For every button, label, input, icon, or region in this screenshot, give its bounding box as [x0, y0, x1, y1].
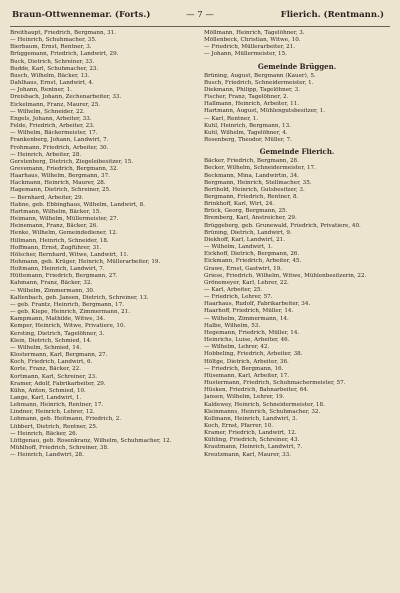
directory-entry: Möllmann, Heinrich, Tagelöhner, 3.	[204, 30, 305, 36]
directory-entry: Henke, Wilhelm, Gemeindediener, 12.	[10, 230, 118, 237]
directory-entry: Haarhaus, Rudolf, Fabrikarbeiter, 34.	[204, 301, 311, 308]
directory-entry: — geb. Kiepe, Heinrich, Zimmermann, 21.	[10, 309, 131, 316]
directory-entry: Berthold, Heinrich, Gutsbesitzer, 3.	[204, 186, 305, 193]
directory-entry: Eickelmann, Franz, Maurer, 25.	[10, 101, 101, 108]
directory-entry: Korte, Franz, Bäcker, 22.	[10, 366, 81, 373]
directory-entry: Eickmann, Friedrich, Arbeiter, 45.	[204, 258, 302, 265]
directory-entry: Heinemann, Franz, Bäcker, 26.	[10, 223, 99, 230]
directory-entry: Hüsemann, Karl, Arbeiter, 17.	[204, 372, 290, 379]
directory-entry: Brüning, August, Bergmann (Kauer), 5.	[204, 72, 316, 79]
directory-entry: Griese, Friedrich, Wilhelm, Witwe, Mühlenbesitzerin, 22.	[204, 272, 367, 279]
directory-entry: Krautmann, Heinrich, Landwirt, 7.	[204, 444, 303, 451]
directory-entry: Koch, Ernst, Pfarrer, 10.	[204, 422, 274, 429]
directory-entry: Lübbert, Dietrich, Rentner, 25.	[10, 423, 98, 430]
directory-entry: Kemper, Heinrich, Witwe, Privatiere, 10.	[10, 323, 126, 330]
directory-entry: — Friedrich, Müllerarbeiter, 21.	[204, 44, 296, 51]
directory-entry: — Johann, Rentner, 1.	[10, 87, 72, 94]
directory-entry: Kleinmanns, Heinrich, Schuhmacher, 32.	[204, 408, 321, 415]
directory-entry: Brüggeberg, geb. Grunewald, Friedrich, Privatiere, 40.	[204, 222, 361, 229]
directory-entry: Hagemann, Dietrich, Schreiner, 25.	[10, 187, 111, 194]
page-header	[10, 8, 390, 24]
directory-entry: Hobbeling, Friedrich, Arbeiter, 38.	[204, 351, 303, 358]
directory-entry: Jansen, Wilhelm, Lehrer, 19.	[204, 394, 285, 401]
directory-entry: Kühn, Anton, Schmied, 10.	[10, 387, 86, 394]
directory-entry: — Wilhelm, Bäckermeister, 17.	[10, 130, 98, 137]
directory-entry: Hölscher, Bernhard, Witwe, Landwirt, 11.	[10, 251, 129, 258]
directory-entry: Möllenbeck, Christian, Witwe, 10.	[204, 37, 301, 44]
directory-entry: — Bernhard, Arbeiter, 29.	[10, 194, 84, 201]
directory-entry: Engels, Johann, Arbeiter, 33.	[10, 115, 92, 122]
directory-entry: Hoffmann, Ernst, Zugführer, 31.	[10, 244, 102, 251]
directory-entry: Lange, Karl, Landwirt, 1.	[10, 394, 82, 401]
directory-entry: Hüsken, Friedrich, Bahnarbeiter, 64.	[204, 387, 309, 394]
directory-entry: Grawe, Ernst, Gastwirt, 19.	[204, 265, 283, 272]
directory-entry: — Heinrich, Arbeiter, 28.	[10, 151, 82, 158]
directory-entry: Hüttemann, Friedrich, Bergmann, 27.	[10, 273, 118, 280]
directory-entry: Lindner, Heinrich, Lehrer, 12.	[10, 409, 95, 416]
directory-entry: — Heinrich, Landwirt, 28.	[10, 452, 84, 459]
directory-entry: Felde, Friedrich, Arbeiter, 23.	[10, 123, 95, 130]
directory-entry: Hartmann, Wilhelm, Bäcker, 15.	[10, 208, 102, 215]
directory-entry: Halbe, Wilhelm, 53.	[204, 322, 261, 329]
directory-entry: Heinrichs, Luise, Arbeiter, 46.	[204, 337, 290, 344]
directory-entry: Kuhl, Wilhelm, Tagelöhner, 4.	[204, 129, 288, 136]
directory-entry: Heimann, Wilhelm, Müllermeister, 27.	[10, 216, 119, 223]
directory-entry: — geb. Frantz, Heinrich, Bergmann, 17.	[10, 301, 124, 308]
directory-entry: Kahmann, Franz, Bäcker, 32.	[10, 280, 93, 287]
directory-entry: Brück, Georg, Bergmann, 25.	[204, 208, 288, 215]
directory-entry: Lohmann, geb. Heitmann, Friedrich, 2.	[10, 416, 122, 423]
directory-entry: Kollmann, Heinrich, Landwirt, 3.	[204, 415, 298, 422]
directory-entry: Bergmann, Friedrich, Rentner, 8.	[204, 193, 299, 200]
directory-entry: Breithaupt, Friedrich, Bergmann, 31.	[10, 30, 117, 36]
section-heading: Gemeinde Flierich.	[259, 147, 335, 157]
directory-entry: Kreutzmann, Karl, Maurer, 33.	[204, 451, 292, 458]
directory-entry: — Karl, Arbeiter, 25.	[204, 287, 263, 293]
directory-entry: — Karl, Rentner, 1.	[204, 115, 259, 122]
directory-entry: Klostermann, Karl, Bergmann, 27.	[10, 352, 108, 359]
directory-entry: — Wilhelm, Zimmermann, 30.	[10, 287, 95, 294]
directory-entry: Bäcker, Friedrich, Bergmann, 28.	[204, 158, 299, 165]
directory-entry: Brüning, Dietrich, Landwirt, 9.	[204, 229, 292, 236]
directory-entry: — Heinrich, Bäcker, 26.	[10, 430, 78, 437]
directory-entry: Hallmann, Heinrich, Arbeiter, 11.	[204, 101, 299, 108]
directory-entry: Frohmann, Friedrich, Arbeiter, 30.	[10, 144, 109, 151]
directory-entry: Rosenberg, Theodor, Müller, 7.	[204, 137, 292, 144]
directory-entry: Hackmann, Heinrich, Maurer, 28.	[10, 180, 106, 187]
directory-entry: Busch, Friedrich, Schneidermeister, 1.	[204, 79, 314, 86]
directory-entry: Holtmann, Heinrich, Landwirt, 7.	[10, 266, 105, 273]
directory-entry: Lüttgenau, geb. Rosenkranz, Wilhelm, Schuhmacher, 12.	[10, 437, 172, 444]
directory-entry: Mühlhoff, Friedrich, Schreiner, 38.	[10, 445, 109, 452]
directory-entry: — Heinrich, Schuhmacher, 35.	[10, 37, 97, 44]
directory-entry: — Wilhelm, Schneider, 22.	[10, 108, 85, 115]
directory-entry: — Wilhelm, Schmied, 14.	[10, 344, 82, 351]
directory-entry: Becker, Wilhelm, Schneidermeister, 17.	[204, 165, 316, 172]
header-right-title: Flierich. (Rentmann.)	[280, 10, 384, 20]
right-column	[204, 30, 390, 459]
directory-entry: Busch, Wilhelm, Bäcker, 13.	[10, 72, 90, 79]
directory-entry: Hegemann, Friedrich, Müller, 14.	[204, 329, 300, 336]
directory-entry: Kaltenbach, geb. Jansen, Dietrich, Schreiner, 13.	[10, 294, 149, 301]
directory-entry: Kühling, Friedrich, Schreiner, 43.	[204, 437, 300, 444]
directory-entry: Hillmann, Heinrich, Schneider, 18.	[10, 237, 109, 244]
directory-entry: Diekhoff, Karl, Landwirt, 21.	[204, 236, 285, 243]
left-column	[10, 30, 196, 459]
directory-entry: Beckmann, Mina, Landwirtin, 34.	[204, 172, 299, 179]
directory-entry: — Wilhelm, Landwirt, 1.	[204, 244, 273, 251]
directory-entry: Grevemann, Friedrich, Bergmann, 32.	[10, 165, 119, 172]
directory-entry: — Friedrich, Bergmann, 16.	[204, 365, 284, 372]
directory-entry: Koch, Friedrich, Landwirt, 6.	[10, 359, 93, 366]
directory-entry: Lehmann, Heinrich, Rentner, 17.	[10, 402, 104, 409]
directory-entry: Diekmann, Philipp, Tagelöhner, 3.	[204, 86, 300, 93]
directory-entry: Kuhl, Heinrich, Bergmann, 13.	[204, 122, 291, 129]
page-number: — 7 —	[186, 10, 214, 20]
header-left-title: Braun-Ottwennemar. (Forts.)	[12, 10, 151, 20]
directory-entry: Fischer, Franz, Tagelöhner, 2.	[204, 94, 289, 101]
directory-entry: Buck, Dietrich, Schreiner, 33.	[10, 58, 95, 65]
directory-entry: Dreisbach, Johann, Zechenarbeiter, 33.	[10, 94, 122, 101]
directory-entry: Hohmann, geb. Krüger, Heinrich, Müllerarbeiter, 19.	[10, 259, 161, 265]
directory-entry: Haarhaus, Wilhelm, Bergmann, 37.	[10, 173, 110, 180]
directory-entry: Dahlhaus, Ernst, Landwirt, 4.	[10, 80, 94, 87]
directory-entry: Gerstenberg, Dietrich, Ziegeleibesitzer, 15.	[10, 158, 134, 165]
directory-entry: Höltge, Dietrich, Arbeiter, 36.	[204, 358, 289, 365]
directory-entry: Kampmann, Mathilde, Witwe, 34.	[10, 316, 105, 323]
directory-entry: Bergmann, Heinrich, Stellmacher, 35.	[204, 179, 312, 186]
directory-entry: Kramer, Friedrich, Landwirt, 12.	[204, 430, 297, 437]
directory-entry: — Wilhelm, Lehrer, 42.	[204, 344, 270, 351]
directory-entry: Frankenberg, Johann, Landwirt, 7.	[10, 137, 109, 144]
directory-entry: Klein, Dietrich, Schmied, 14.	[10, 337, 92, 344]
directory-entry: Eickhoff, Dietrich, Bergmann, 26.	[204, 251, 300, 258]
directory-entry: — Friedrich, Lehrer, 57.	[204, 294, 273, 301]
directory-entry: Budde, Karl, Schuhmacher, 23.	[10, 65, 99, 72]
directory-entry: Grönemeyer, Karl, Lehrer, 22.	[204, 279, 289, 286]
directory-entry: Hustermann, Friedrich, Schuhmachermeister, 57.	[204, 380, 346, 387]
directory-entry: Bremberg, Karl, Anstreicher, 29.	[204, 215, 297, 222]
columns	[10, 30, 390, 459]
directory-entry: Brüggemann, Friedrich, Landwirt, 29.	[10, 51, 119, 58]
section-heading: Gemeinde Brüggen.	[257, 61, 337, 71]
directory-entry: Kersting, Dietrich, Tagelöhner, 3.	[10, 330, 105, 337]
directory-entry: Bierbaum, Ernst, Rentner, 3.	[10, 44, 92, 51]
directory-entry: — Johann, Müllermeister, 15.	[204, 51, 287, 58]
directory-entry: Haarhoff, Friedrich, Müller, 14.	[204, 308, 294, 315]
directory-entry: Kaldewey, Heinrich, Schneidermeister, 18.	[204, 401, 325, 408]
directory-entry: Hahne, geb. Ebbinghaus, Wilhelm, Landwirt, 8.	[10, 201, 145, 208]
directory-entry: Kramer, Adolf, Fabrikarbeiter, 29.	[10, 380, 106, 387]
directory-entry: — Wilhelm, Zimmermann, 14.	[204, 315, 289, 322]
directory-entry: Kortmann, Karl, Schreiner, 23.	[10, 373, 98, 380]
directory-entry: Hartmann, August, Mühlengutsbesitzer, 1.	[204, 108, 325, 115]
directory-entry: Brinkhoff, Karl, Wirt, 24.	[204, 201, 275, 208]
header-rule	[10, 26, 390, 27]
